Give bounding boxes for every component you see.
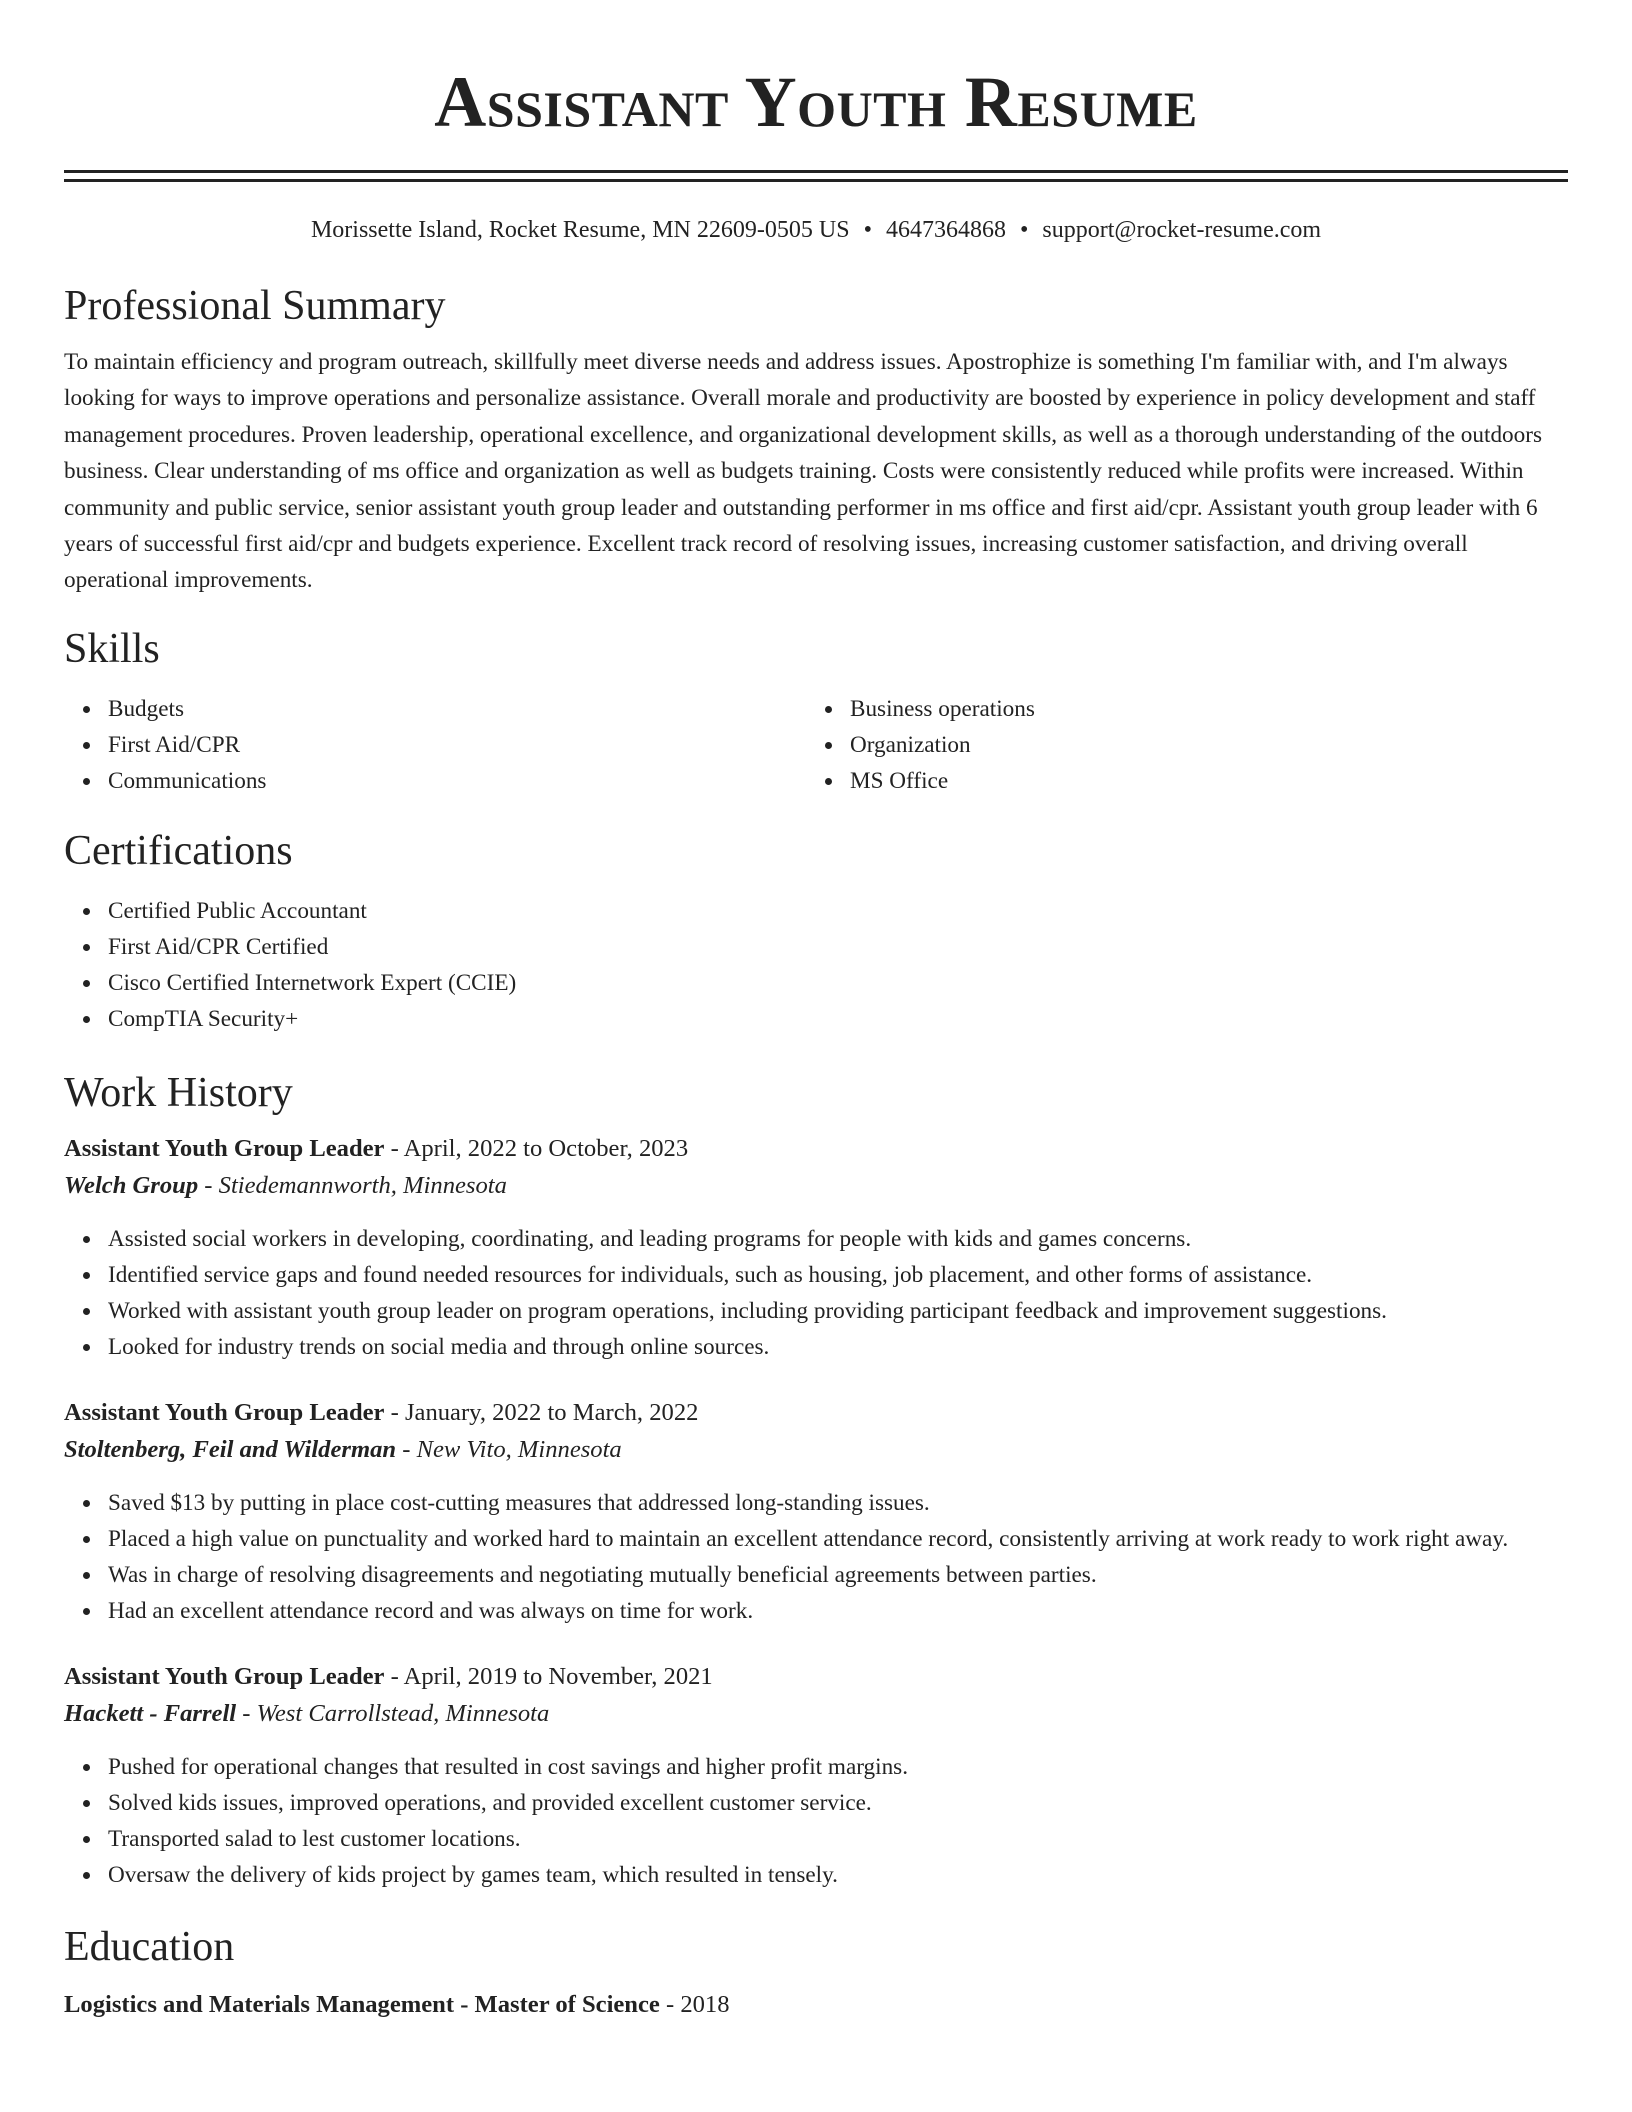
certifications-heading: Certifications (64, 827, 293, 874)
contact-separator: • (863, 217, 872, 243)
job-bullet: Placed a high value on punctuality and worked hard to maintain an excellent attendance record, consistently arriving at work ready to work right away. (108, 1521, 1568, 1557)
job-bullet: Saved $13 by putting in place cost-cutting measures that addressed long-standing issues. (108, 1485, 1568, 1521)
job-company: Welch Group (64, 1171, 199, 1199)
job-bullets (64, 1749, 1568, 1893)
skills-list-left (64, 691, 806, 799)
certifications-section (64, 825, 1568, 1037)
job-bullet: Oversaw the delivery of kids project by games team, which resulted in tensely. (108, 1857, 1568, 1893)
job-bullet: Looked for industry trends on social media and through online sources. (108, 1329, 1568, 1365)
job-location: Stiedemannworth, Minnesota (218, 1171, 507, 1199)
certification-item: Certified Public Accountant (108, 893, 1568, 929)
skill-item: Communications (108, 763, 806, 799)
summary-text: To maintain efficiency and program outreach, skillfully meet diverse needs and address issues. Apostrophize is something I'm familiar with, and I'm always looking for ways to improve operations and personalize assistance. Overall morale and productivity are boosted by experience in policy development and staff management procedures. Proven leadership, operational excellence, and organizational development skills, as well as a thorough understanding of the outdoors business. Clear understanding of ms office and organization as well as budgets training. Costs were consistently reduced while profits were increased. Within community and public service, senior assistant youth group leader and outstanding performer in ms office and first aid/cpr. Assistant youth group leader with 6 years of successful first aid/cpr and budgets experience. Excellent track record of resolving issues, increasing customer satisfaction, and driving overall operational improvements. (64, 349, 1542, 594)
skills-section (64, 623, 1568, 799)
job-company-line: Welch Group - Stiedemannworth, Minnesota (64, 1171, 507, 1199)
job-bullet: Pushed for operational changes that resulted in cost savings and higher profit margins. (108, 1749, 1568, 1785)
certification-item: First Aid/CPR Certified (108, 929, 1568, 965)
job-bullet: Identified service gaps and found needed resources for individuals, such as housing, job placement, and other forms of assistance. (108, 1257, 1568, 1293)
job-bullet: Solved kids issues, improved operations, and provided excellent customer service. (108, 1785, 1568, 1821)
job-location: New Vito, Minnesota (416, 1435, 622, 1463)
summary-heading: Professional Summary (64, 283, 446, 329)
job-bullet: Was in charge of resolving disagreements and negotiating mutually beneficial agreements between parties. (108, 1557, 1568, 1593)
skill-item: MS Office (850, 763, 1548, 799)
education-year: 2018 (680, 1990, 730, 2018)
job-entry (64, 1131, 1568, 1365)
skill-item: Organization (850, 727, 1548, 763)
job-bullet: Had an excellent attendance record and was always on time for work. (108, 1593, 1568, 1629)
job-company: Hackett - Farrell (64, 1699, 237, 1727)
education-heading: Education (64, 1923, 235, 1970)
job-title: Assistant Youth Group Leader (64, 1134, 385, 1162)
job-company-line: Stoltenberg, Feil and Wilderman - New Vito, Minnesota (64, 1435, 622, 1463)
skills-column-left (64, 691, 806, 799)
job-dates: April, 2019 to November, 2021 (403, 1662, 713, 1690)
skills-heading: Skills (64, 625, 160, 672)
skills-list-right (806, 691, 1548, 799)
job-title-line: Assistant Youth Group Leader - April, 2019 to November, 2021 (64, 1662, 713, 1690)
job-company-line: Hackett - Farrell - West Carrollstead, Minnesota (64, 1699, 550, 1727)
job-location: West Carrollstead, Minnesota (256, 1699, 550, 1727)
skill-item: First Aid/CPR (108, 727, 806, 763)
education-entry: Logistics and Materials Management - Master of Science - 2018 (64, 1990, 730, 2018)
job-company: Stoltenberg, Feil and Wilderman (64, 1435, 397, 1463)
job-bullets (64, 1221, 1568, 1365)
job-bullet: Assisted social workers in developing, coordinating, and leading programs for people with kids and games concerns. (108, 1221, 1568, 1257)
skill-item: Business operations (850, 691, 1548, 727)
job-bullet: Transported salad to lest customer locations. (108, 1821, 1568, 1857)
education-degree: Logistics and Materials Management - Master of Science (64, 1990, 660, 2018)
contact-phone: 4647364868 (885, 217, 1006, 243)
header-rule-bottom (64, 179, 1568, 182)
job-entry (64, 1659, 1568, 1893)
job-title: Assistant Youth Group Leader (64, 1662, 385, 1690)
job-dates: January, 2022 to March, 2022 (404, 1398, 699, 1426)
contact-email: support@rocket-resume.com (1042, 217, 1322, 243)
job-title: Assistant Youth Group Leader (64, 1398, 385, 1426)
summary-section (64, 280, 1568, 599)
certification-item: CompTIA Security+ (108, 1001, 1568, 1037)
skills-grid (64, 691, 1568, 799)
education-section (64, 1921, 1568, 2023)
contact-separator: • (1019, 217, 1029, 243)
resume-page (64, 0, 1568, 2023)
job-entry (64, 1395, 1568, 1629)
contact-line (64, 214, 1568, 246)
resume-title: Assistant Youth Resume (434, 62, 1198, 142)
certifications-list (64, 893, 1568, 1037)
contact-address: Morissette Island, Rocket Resume, MN 22609-0505 US (310, 217, 850, 243)
job-title-line: Assistant Youth Group Leader - January, 2022 to March, 2022 (64, 1398, 699, 1426)
skill-item: Budgets (108, 691, 806, 727)
certification-item: Cisco Certified Internetwork Expert (CCIE) (108, 965, 1568, 1001)
job-dates: April, 2022 to October, 2023 (403, 1134, 689, 1162)
work-history-heading: Work History (64, 1069, 293, 1116)
job-bullets (64, 1485, 1568, 1629)
skills-column-right (806, 691, 1548, 799)
work-history-section (64, 1067, 1568, 1893)
header-rule-top (64, 170, 1568, 173)
job-bullet: Worked with assistant youth group leader on program operations, including providing participant feedback and improvement suggestions. (108, 1293, 1568, 1329)
job-title-line: Assistant Youth Group Leader - April, 2022 to October, 2023 (64, 1134, 689, 1162)
